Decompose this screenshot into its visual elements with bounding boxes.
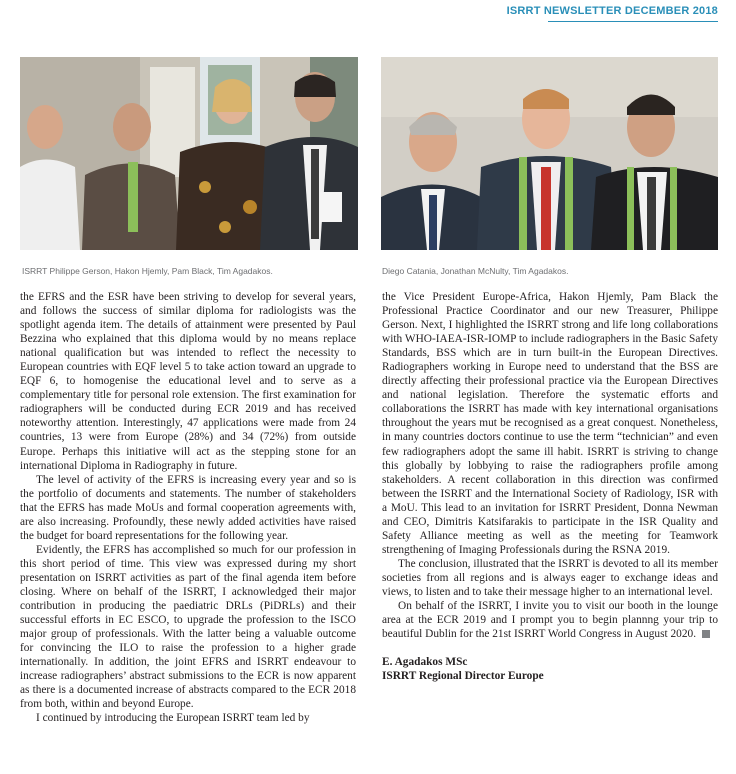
end-of-article-mark bbox=[702, 630, 710, 638]
header-rule bbox=[548, 21, 718, 22]
paragraph: I continued by introducing the European ISRRT team led by bbox=[36, 712, 310, 725]
paragraph: the EFRS and the ESR have been striving to develop for several years, and follows the success of similar diploma for radiologists was the spotlight agenda item. The details of attainment were presented by Paul Bezzina who explained that this diploma would by no means replace national qualification but was intended to reflect the necessity to European countries with EQF level 5 to take action toward an upgrade to EQF 6, to homogenise the educational level and to serve as a complementary title for personal role extension. The first examination for radiographers will be conducted during ECR 2019 and has received noteworthy attention. Interestingly, 47 applications were made from 24 countries, 13 were from Europe (28%) and 34 (72%) from outside Europe. Perhaps this initiative will act as the stepping stone for an international Diploma in Radiography in future. bbox=[20, 291, 356, 472]
paragraph: Evidently, the EFRS has accomplished so much for our profession in this short period of time. This view was expressed during my short presentation on ISRRT activities as part of the final agenda item before closing. Where on behalf of the ISRRT, I acknowledged their major contribution in producing the paediatric DRLs (PiDRLs) and their successful efforts in EC ESCO, to upgrade the profession to the ISCO major group of professionals. With the latter being a valuable outcome for convincing the ILO to raise the profession to a higher grade internationally. In addition, the joint EFRS and ISRRT endeavour to increase radiographers’ abstract submissions to the ECR is now apparent as there is a documented increase of abstracts compared to the ECR 2018 from both, within and beyond Europe. bbox=[20, 543, 356, 711]
photo-caption-right: Diego Catania, Jonathan McNulty, Tim Agadakos. bbox=[382, 266, 569, 276]
paragraph: The conclusion, illustrated that the ISRRT is devoted to all its member societies from all regions and is always eager to exchange ideas and views, to listen and to take their message higher to an international level. bbox=[382, 557, 718, 598]
signature-name: E. Agadakos MSc bbox=[382, 656, 468, 669]
paragraph-final bbox=[382, 599, 718, 641]
paragraph: the Vice President Europe-Africa, Hakon Hjemly, Pam Black the Professional Practice Coordinator and our new Treasurer, Philippe Gerson. Next, I highlighted the ISRRT strong and life long collaborations with WHO-IAEA-ISR-IOMP to include radiographers in the Basic Safety Standards, BSS which are in turn built-in the European Directives. Radiographers working in Europe need to understand that the BSS are directly affecting their professional practice via the European Directives and national legislation. Therefore the systematic efforts and collaborations the ISRRT has made with key international organisations throughout the years mut be recognised as a great conquest. Nonetheless, in many countries doctors continue to use the term “technician” and even few radiographers adopt the same ill habit. ISRRT is striving to change this globally by lobbying to raise the radiographers profile among stakeholders. A recent collaboration in this direction was confirmed between the ISRRT and the International Society of Radiology, ISR with a MoU. This lead to an invitation for ISRRT President, Donna Newman and CEO, Dimitris Katsifarakis to participate in the ISR Quality and Safety Alliance meeting as well as the meeting for Teamwork strengthening of Imaging Professionals during the RSNA 2019. bbox=[382, 291, 718, 556]
photo-caption-left: ISRRT Philippe Gerson, Hakon Hjemly, Pam Black, Tim Agadakos. bbox=[22, 266, 273, 276]
paragraph: The level of activity of the EFRS is increasing every year and so is the portfolio of documents and statements. The number of stakeholders that the EFRS has made MoUs and formal cooperation agreements with, are also increasing. Profoundly, these newly added activities have raised the budget for board representations for the following year. bbox=[20, 473, 356, 542]
signature-role: ISRRT Regional Director Europe bbox=[382, 670, 544, 683]
group-photo-right bbox=[381, 57, 718, 250]
article-column-left bbox=[20, 290, 356, 725]
group-photo-left bbox=[20, 57, 358, 250]
paragraph-text: On behalf of the ISRRT, I invite you to visit our booth in the lounge area at the ECR 2019 and I prompt you to begin plannng your trip to beautiful Dublin for the 21st ISRRT World Congress in August 2020. bbox=[382, 600, 718, 641]
article-column-right bbox=[382, 290, 718, 683]
newsletter-header: ISRRT NEWSLETTER DECEMBER 2018 bbox=[506, 5, 718, 17]
